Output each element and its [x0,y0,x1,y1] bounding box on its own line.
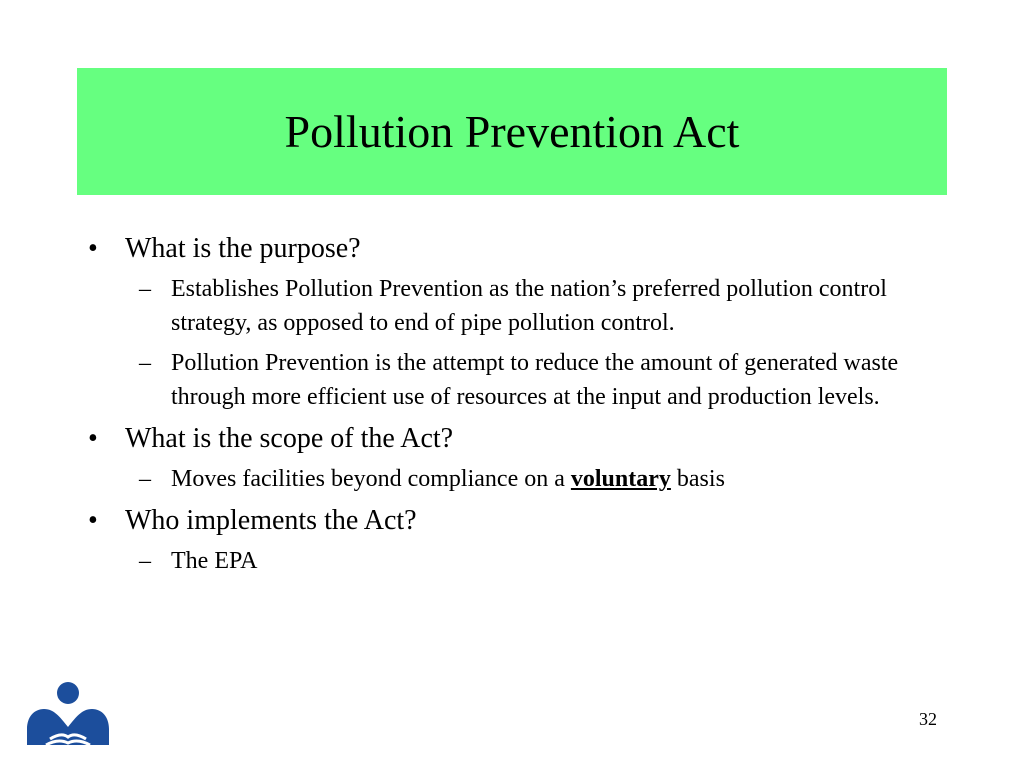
page-number: 32 [919,709,937,729]
agency-logo-icon [24,681,112,749]
bullet-text: Who implements the Act? [125,505,417,536]
sub-bullet-text: The EPA [171,548,258,574]
sub-bullet-item [88,544,948,578]
sub-bullet-text-before: Moves facilities beyond compliance on a [171,466,571,492]
sub-bullet-text: Pollution Prevention is the attempt to reduce the amount of generated waste through more efficient use of resources at the input and production levels. [171,350,899,410]
dash-marker: – [139,548,151,574]
bullet-text: What is the scope of the Act? [125,423,454,454]
dash-marker: – [139,350,151,376]
sub-bullet-text: Establishes Pollution Prevention as the nation’s preferred pollution control strategy, as opposed to end of pipe pollution control. [171,276,887,336]
bullet-list [88,232,948,584]
dash-marker: – [139,276,151,302]
sub-bullet-item [88,272,948,340]
title-banner [77,68,947,195]
bullet-marker: • [88,423,98,454]
bullet-text: What is the purpose? [125,233,361,264]
sub-bullet-item [88,462,948,496]
bullet-marker: • [88,233,98,264]
bullet-item [88,504,948,538]
slide-title: Pollution Prevention Act [284,105,740,157]
voluntary-emphasis: voluntary [570,466,671,492]
sub-bullet-text-after: basis [670,466,725,492]
bullet-item [88,232,948,266]
bullet-marker: • [88,505,98,536]
dash-marker: – [139,466,151,492]
bullet-item [88,422,948,456]
sub-bullet-item [88,346,948,414]
